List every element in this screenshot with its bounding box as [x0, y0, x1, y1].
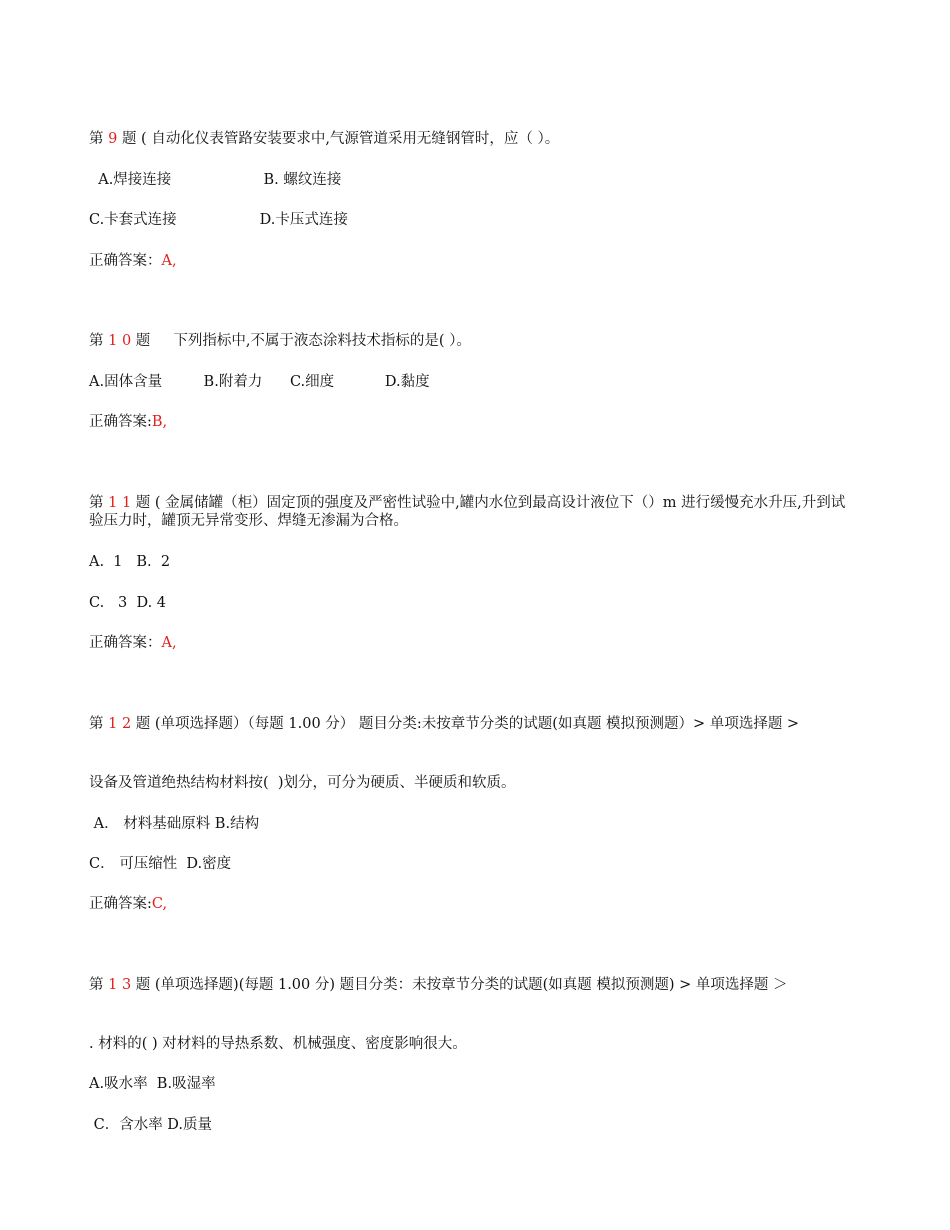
question-10-title	[89, 332, 471, 350]
question-13-options-row-2: C．含水率 D.质量	[89, 1117, 213, 1133]
question-9-options-row-1: A.焊接连接 B. 螺纹连接	[89, 172, 342, 188]
answer-label: 正确答案:	[89, 896, 152, 912]
question-12-stem: 设备及管道绝热结构材料按( )划分，可分为硬质、半硬质和软质。	[89, 775, 516, 791]
question-number: 1 1	[108, 495, 132, 511]
question-number: 9	[108, 131, 118, 147]
question-text: 题 (单项选择题）（每题 1.00 分） 题目分类:未按章节分类的试题(如真题 模拟预测题）> 单项选择题 >	[131, 716, 800, 732]
question-12-options-row-1: A． 材料基础原料 B.结构	[89, 816, 260, 832]
question-11-options-row-1: A. 1 B. 2	[89, 554, 171, 570]
question-9-title	[89, 130, 559, 148]
question-10-answer	[89, 413, 167, 431]
answer-value: C,	[151, 896, 168, 912]
answer-value: A,	[161, 253, 177, 269]
question-9-answer	[89, 252, 177, 270]
question-prefix: 第	[89, 131, 109, 147]
question-10-options: A.固体含量 B.附着力 C.细度 D.黏度	[89, 374, 430, 390]
question-number: 1 2	[108, 716, 132, 732]
question-12-answer	[89, 895, 167, 913]
answer-label: 正确答案：	[89, 253, 162, 269]
answer-value: A,	[161, 635, 177, 651]
question-11-options-row-2: C. 3 D. 4	[89, 595, 167, 611]
question-12-options-row-2: C． 可压缩性 D.密度	[89, 856, 232, 872]
answer-label: 正确答案：	[89, 635, 162, 651]
question-13-title	[89, 976, 859, 994]
question-13-options-row-1: A.吸水率 B.吸湿率	[89, 1076, 216, 1092]
question-text: 题 下列指标中,不属于液态涂料技术指标的是( ）。	[131, 333, 471, 349]
question-11-answer	[89, 634, 177, 652]
question-text: 题 ( 金属储罐（柜）固定顶的强度及严密性试验中,罐内水位到最高设计液位下（）m 进行缓慢充水升压,升到试验压力时，罐顶无异常变形、焊缝无渗漏为合格。	[89, 495, 846, 529]
question-13-stem: . 材料的( ) 对材料的导热系数、机械强度、密度影响很大。	[89, 1036, 467, 1052]
answer-label: 正确答案:	[89, 414, 152, 430]
question-prefix: 第	[89, 333, 109, 349]
question-11-title	[89, 494, 859, 530]
question-prefix: 第	[89, 716, 109, 732]
answer-value: B,	[151, 414, 168, 430]
question-text: 题 ( 自动化仪表管路安装要求中,气源管道采用无缝钢管时，应（ ）。	[117, 131, 560, 147]
question-text: 题 (单项选择题)(每题 1.00 分) 题目分类：未按章节分类的试题(如真题 模拟预测题) > 单项选择题 ＞	[131, 977, 788, 993]
question-prefix: 第	[89, 495, 109, 511]
question-prefix: 第	[89, 977, 109, 993]
question-number: 1 0	[108, 333, 132, 349]
question-12-title	[89, 715, 859, 733]
question-9-options-row-2: C.卡套式连接 D.卡压式连接	[89, 212, 348, 228]
question-number: 1 3	[108, 977, 132, 993]
